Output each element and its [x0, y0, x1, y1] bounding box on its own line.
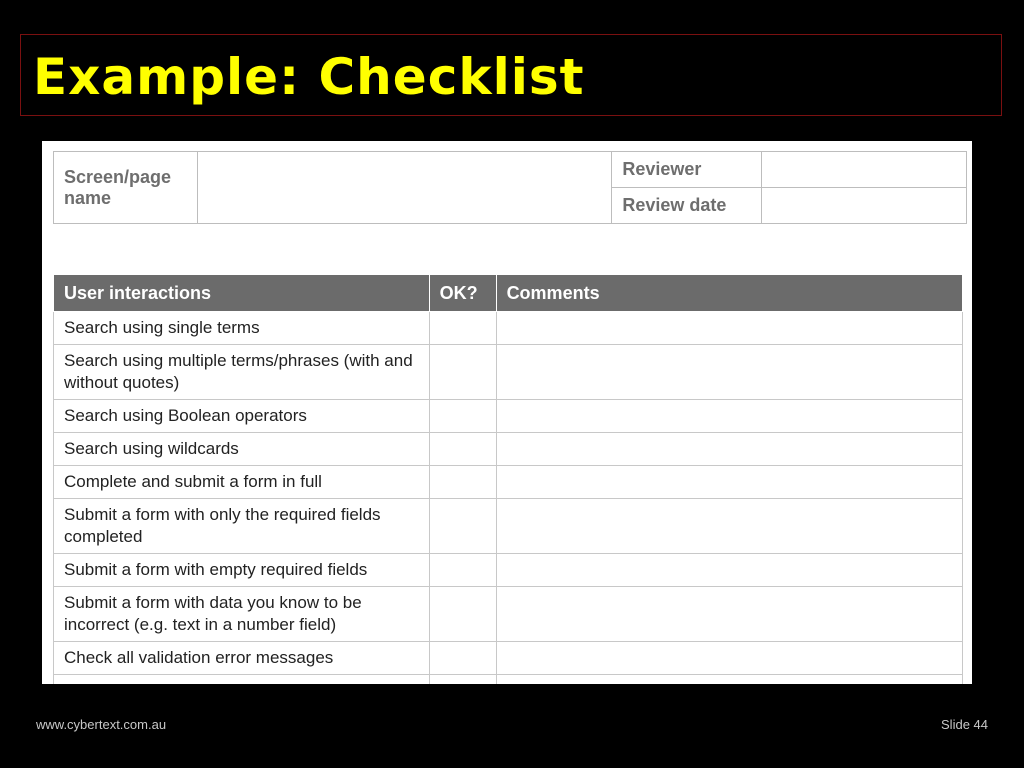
comments-cell[interactable] [496, 675, 962, 685]
table-row [54, 642, 963, 675]
interaction-cell: Submit a form with only the required fields completed [54, 499, 430, 554]
ok-cell[interactable] [429, 466, 496, 499]
column-header-ok: OK? [429, 275, 496, 312]
ok-cell[interactable] [429, 312, 496, 345]
interaction-cell: Search using multiple terms/phrases (with and without quotes) [54, 345, 430, 400]
review-date-field[interactable] [762, 188, 967, 224]
table-row [54, 499, 963, 554]
comments-cell[interactable] [496, 433, 962, 466]
interaction-cell: Search using Boolean operators [54, 400, 430, 433]
footer-slide-number: Slide 44 [941, 717, 988, 732]
comments-cell[interactable] [496, 554, 962, 587]
interaction-cell: Submit a form with empty required fields [54, 554, 430, 587]
comments-cell[interactable] [496, 642, 962, 675]
table-row [54, 312, 963, 345]
interaction-cell [54, 675, 430, 685]
table-row [54, 675, 963, 685]
interaction-cell: Check all validation error messages [54, 642, 430, 675]
checklist-document [42, 141, 972, 684]
interaction-cell: Search using wildcards [54, 433, 430, 466]
table-row [54, 433, 963, 466]
ok-cell[interactable] [429, 400, 496, 433]
table-row [54, 587, 963, 642]
footer-website: www.cybertext.com.au [36, 717, 167, 732]
ok-cell[interactable] [429, 345, 496, 400]
table-row [54, 400, 963, 433]
comments-cell[interactable] [496, 499, 962, 554]
comments-cell[interactable] [496, 312, 962, 345]
ok-cell[interactable] [429, 499, 496, 554]
comments-cell[interactable] [496, 466, 962, 499]
ok-cell[interactable] [429, 433, 496, 466]
screen-name-field[interactable] [197, 152, 611, 224]
comments-cell[interactable] [496, 400, 962, 433]
column-header-comments: Comments [496, 275, 962, 312]
comments-cell[interactable] [496, 587, 962, 642]
title-box [20, 34, 1002, 116]
interaction-cell: Submit a form with data you know to be incorrect (e.g. text in a number field) [54, 587, 430, 642]
interaction-cell: Complete and submit a form in full [54, 466, 430, 499]
interaction-cell: Search using single terms [54, 312, 430, 345]
review-date-label: Review date [612, 188, 762, 224]
comments-cell[interactable] [496, 345, 962, 400]
checklist-table [53, 275, 963, 684]
reviewer-label: Reviewer [612, 152, 762, 188]
review-info-table [53, 151, 967, 224]
table-row [54, 554, 963, 587]
table-row [54, 466, 963, 499]
ok-cell[interactable] [429, 587, 496, 642]
ok-cell[interactable] [429, 642, 496, 675]
table-row [54, 345, 963, 400]
reviewer-field[interactable] [762, 152, 967, 188]
slide-title: Example: Checklist [33, 48, 585, 106]
column-header-user-interactions: User interactions [54, 275, 430, 312]
ok-cell[interactable] [429, 554, 496, 587]
screen-name-label: Screen/page name [54, 152, 198, 224]
ok-cell[interactable] [429, 675, 496, 685]
